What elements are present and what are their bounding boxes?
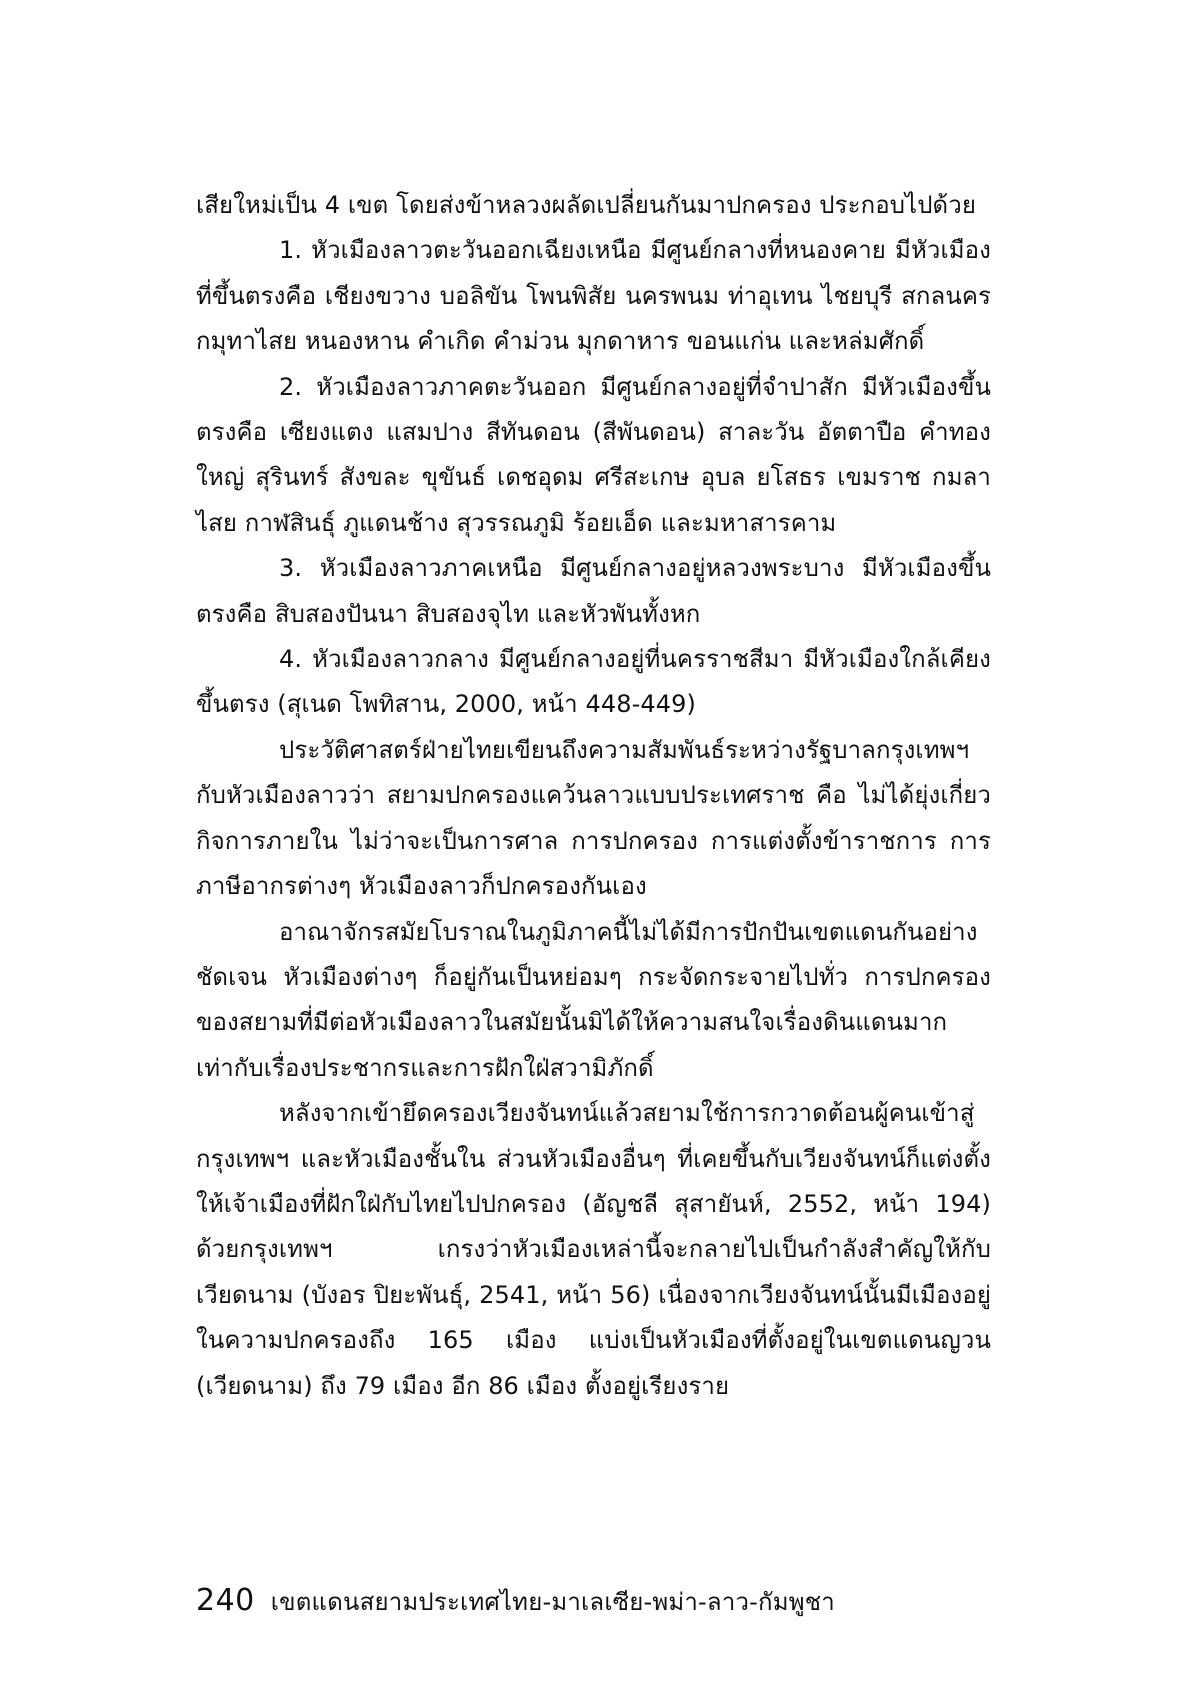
page-footer <box>196 1582 835 1622</box>
paragraph-4: 3. หัวเมืองลาวภาคเหนือ มีศูนย์กลางอยู่หลวงพระบาง มีหัวเมืองขึ้นตรงคือ สิบสองปันนา สิบสองจุไท และหัวพันทั้งหก <box>196 554 991 628</box>
paragraph-2: 1. หัวเมืองลาวตะวันออกเฉียงเหนือ มีศูนย์กลางที่หนองคาย มีหัวเมืองที่ขึ้นตรงคือ เชียงขวาง บอลิขัน โพนพิสัย นครพนม ท่าอุเทน ไชยบุรี สกลนคร กมุทาไสย หนองหาน คำเกิด คำม่วน มุกดาหาร ขอนแก่น และหล่มศักดิ์ <box>196 236 991 356</box>
body-text <box>196 183 991 1409</box>
paragraph-5: 4. หัวเมืองลาวกลาง มีศูนย์กลางอยู่ที่นครราชสีมา มีหัวเมืองใกล้เคียงขึ้นตรง (สุเนด โพทิสาน, 2000, หน้า 448-449) <box>196 645 991 719</box>
paragraph-7: อาณาจักรสมัยโบราณในภูมิภาคนี้ไม่ได้มีการปักปันเขตแดนกันอย่างชัดเจน หัวเมืองต่างๆ ก็อยู่กันเป็นหย่อมๆ กระจัดกระจายไปทั่ว การปกครองของสยามที่มีต่อหัวเมืองลาวในสมัยนั้นมิได้ให้ความสนใจเรื่องดินแดนมากเท่ากับเรื่องประชากรและการฝักใฝ่สวามิภักดิ์ <box>196 917 991 1082</box>
paragraph-1: เสียใหม่เป็น 4 เขต โดยส่งข้าหลวงผลัดเปลี่ยนกันมาปกครอง ประกอบไปด้วย <box>196 191 976 219</box>
page-number: 240 <box>196 1583 255 1618</box>
running-title: เขตแดนสยามประเทศไทย-มาเลเซีย-พม่า-ลาว-กัมพูชา <box>270 1588 835 1616</box>
paragraph-6: ประวัติศาสตร์ฝ่ายไทยเขียนถึงความสัมพันธ์ระหว่างรัฐบาลกรุงเทพฯ กับหัวเมืองลาวว่า สยามปกครองแคว้นลาวแบบประเทศราช คือ ไม่ได้ยุ่งเกี่ยวกิจการภายใน ไม่ว่าจะเป็นการศาล การปกครอง การแต่งตั้งข้าราชการ การภาษีอากรต่างๆ หัวเมืองลาวก็ปกครองกันเอง <box>196 735 991 901</box>
paragraph-8: หลังจากเข้ายึดครองเวียงจันทน์แล้วสยามใช้การกวาดต้อนผู้คนเข้าสู่กรุงเทพฯ และหัวเมืองชั้นใน ส่วนหัวเมืองอื่นๆ ที่เคยขึ้นกับเวียงจันทน์ก็แต่งตั้งให้เจ้าเมืองที่ฝักใฝ่กับไทยไปปกครอง (อัญชลี สุสายันห์, 2552, หน้า 194) ด้วยกรุงเทพฯ เกรงว่าหัวเมืองเหล่านี้จะกลายไปเป็นกำลังสำคัญให้กับเวียดนาม (บังอร ปิยะพันธุ์, 2541, หน้า 56) เนื่องจากเวียงจันทน์นั้นมีเมืองอยู่ในความปกครองถึง 165 เมือง แบ่งเป็นหัวเมืองที่ตั้งอยู่ในเขตแดนญวน (เวียดนาม) ถึง 79 เมือง อีก 86 เมือง ตั้งอยู่เรียงราย <box>196 1099 991 1400</box>
paragraph-3: 2. หัวเมืองลาวภาคตะวันออก มีศูนย์กลางอยู่ที่จำปาสัก มีหัวเมืองขึ้นตรงคือ เซียงแตง แสมปาง สีทันดอน (สีพันดอน) สาละวัน อัตตาปือ คำทองใหญ่ สุรินทร์ สังขละ ขุขันธ์ เดชอุดม ศรีสะเกษ อุบล ยโสธร เขมราช กมลาไสย กาฬสินธุ์ ภูแดนช้าง สุวรรณภูมิ ร้อยเอ็ด และมหาสารคาม <box>196 372 991 537</box>
